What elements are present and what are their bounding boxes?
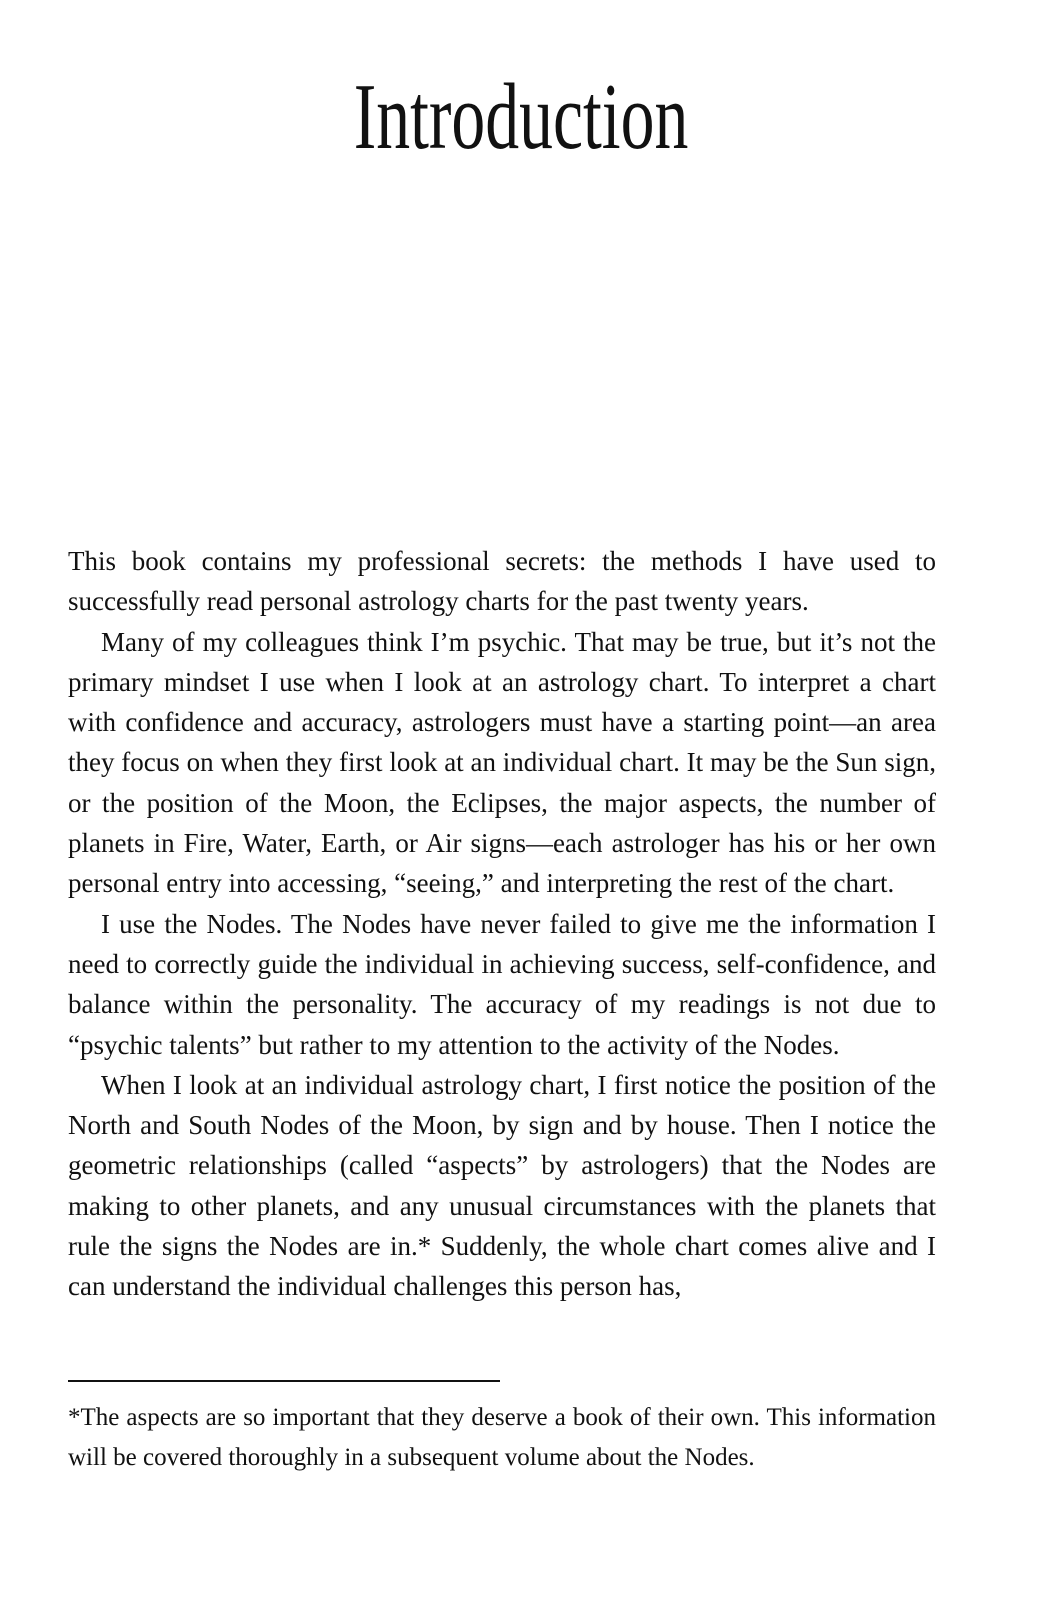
chapter-title: Introduction: [353, 65, 689, 169]
footnote-divider: [68, 1380, 500, 1382]
body-text: [68, 541, 936, 1307]
paragraph-4: When I look at an individual astrology chart, I first notice the position of the North and South Nodes of the Moon, by sign and by house. Then I notice the geometric relationships (called “aspects” by astrologers) that the Nodes are making to other planets, and any unusual circumstances with the planets that rule the signs the Nodes are in.* Suddenly, the whole chart comes alive and I can understand the individual challenges this person has,: [68, 1069, 936, 1302]
paragraph-2: Many of my colleagues think I’m psychic. That may be true, but it’s not the primary mindset I use when I look at an astrology chart. To interpret a chart with confidence and accuracy, astrologers must have a starting point—an area they focus on when they first look at an individual chart. It may be the Sun sign, or the position of the Moon, the Eclipses, the major aspects, the number of planets in Fire, Water, Earth, or Air signs—each astrologer has his or her own personal entry into accessing, “seeing,” and interpreting the rest of the chart.: [68, 626, 936, 899]
paragraph-3: I use the Nodes. The Nodes have never failed to give me the information I need to correctly guide the individual in achieving success, self-confidence, and balance within the personality. The accuracy of my readings is not due to “psychic talents” but rather to my attention to the activity of the Nodes.: [68, 908, 936, 1060]
paragraph-1: This book contains my professional secrets: the methods I have used to successfully read personal astrology charts for the past twenty years.: [68, 546, 936, 617]
footnote: *The aspects are so important that they deserve a book of their own. This information will be covered thoroughly in a subsequent volume about the Nodes.: [68, 1404, 936, 1471]
